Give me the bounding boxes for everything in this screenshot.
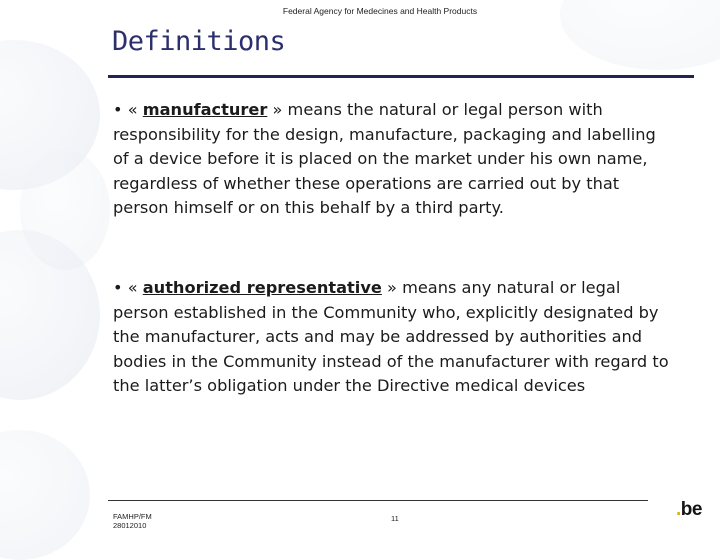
definition-text: » means the natural or legal person with responsibility for the design, manufacture, packaging and labelling of a device before it is placed on the market under his own name, regardless of whether these operations are carried out by that person himself or on this behalf by a third party. <box>113 100 656 217</box>
agency-header: Federal Agency for Medecines and Health Products <box>282 6 478 16</box>
definition-term: authorized representative <box>142 278 382 297</box>
footer-divider <box>108 500 648 501</box>
page-number: 11 <box>391 514 399 523</box>
definition-manufacturer <box>113 98 673 221</box>
definition-text: » means any natural or legal person established in the Community who, explicitly designated by the manufacturer, acts and may be addressed by authorities and bodies in the Community instead of the manufacturer with regard to the latter’s obligation under the Directive medical devices <box>113 278 669 395</box>
background-pill-graphic <box>0 430 90 560</box>
logo-text: be <box>680 499 702 520</box>
footer-date: 28012010 <box>113 521 147 530</box>
be-logo <box>676 499 702 521</box>
title-divider <box>108 75 694 78</box>
definition-term: manufacturer <box>142 100 268 119</box>
footer-source <box>113 512 152 530</box>
definition-bullet: • « <box>113 278 143 297</box>
footer-org: FAMHP/FM <box>113 512 152 521</box>
background-pill-graphic <box>20 150 110 270</box>
logo-dot: . <box>676 499 681 520</box>
slide-title: Definitions <box>112 26 286 57</box>
definition-bullet: • « <box>113 100 143 119</box>
definition-authorized-representative <box>113 276 673 399</box>
